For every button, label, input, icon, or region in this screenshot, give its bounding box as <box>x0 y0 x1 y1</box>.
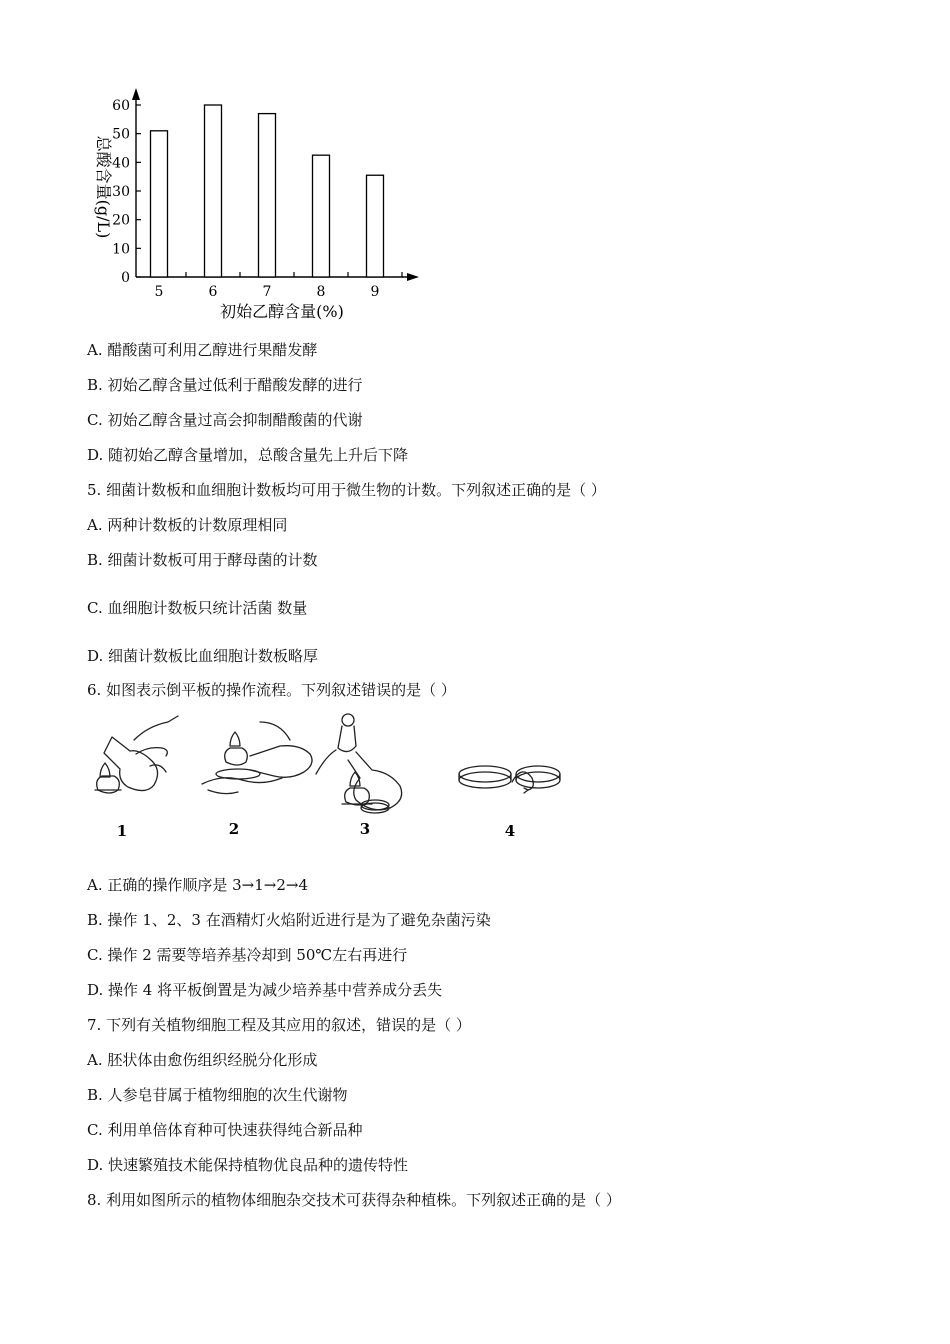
x-tick-label: 8 <box>316 284 326 300</box>
q5-option-a: A. 两种计数板的计数原理相同 <box>87 516 288 534</box>
q7-stem: 7. 下列有关植物细胞工程及其应用的叙述，错误的是（ ） <box>87 1016 471 1034</box>
pour-plate-figure <box>90 712 570 847</box>
q4-option-d: D. 随初始乙醇含量增加，总酸含量先上升后下降 <box>87 446 409 464</box>
q7-option-a: A. 胚状体由愈伤组织经脱分化形成 <box>87 1051 318 1069</box>
q5-stem: 5. 细菌计数板和血细胞计数板均可用于微生物的计数。下列叙述正确的是（ ） <box>87 481 606 499</box>
q6-stem: 6. 如图表示倒平板的操作流程。下列叙述错误的是（ ） <box>87 681 456 699</box>
acid-content-bar-chart <box>82 75 442 325</box>
step-1-illustration <box>95 716 178 793</box>
y-axis-label: 总酸含量(g/L) <box>94 135 113 239</box>
q6-option-b: B. 操作 1、2、3 在酒精灯火焰附近进行是为了避免杂菌污染 <box>87 911 491 929</box>
q4-option-c: C. 初始乙醇含量过高会抑制醋酸菌的代谢 <box>87 411 363 429</box>
q5-option-c: C. 血细胞计数板只统计活菌 数量 <box>87 599 308 617</box>
q7-option-c: C. 利用单倍体育种可快速获得纯合新品种 <box>87 1121 363 1139</box>
bar <box>313 155 330 277</box>
y-tick-label: 10 <box>112 241 130 258</box>
q4-option-b: B. 初始乙醇含量过低利于醋酸发酵的进行 <box>87 376 363 394</box>
y-tick-label: 0 <box>121 270 130 286</box>
step-2-illustration <box>202 722 312 794</box>
x-tick-label: 7 <box>262 284 272 300</box>
y-axis-arrow <box>132 88 140 100</box>
bar <box>259 114 276 277</box>
bar <box>367 175 384 277</box>
q6-option-d: D. 操作 4 将平板倒置是为减少培养基中营养成分丢失 <box>87 981 443 999</box>
bar <box>205 105 222 277</box>
figure-label-3: 3 <box>359 820 371 838</box>
x-tick-label: 9 <box>370 284 380 300</box>
step-4-illustration <box>459 766 560 793</box>
x-axis-label: 初始乙醇含量(%) <box>220 302 344 321</box>
figure-label-1: 1 <box>116 822 128 840</box>
step-3-illustration <box>316 714 402 813</box>
bar <box>151 131 168 277</box>
y-tick-label: 30 <box>112 184 130 200</box>
figure-label-4: 4 <box>504 822 516 840</box>
q8-stem: 8. 利用如图所示的植物体细胞杂交技术可获得杂种植株。下列叙述正确的是（ ） <box>87 1191 621 1209</box>
x-tick-label: 6 <box>208 284 218 300</box>
q6-option-a: A. 正确的操作顺序是 3→1→2→4 <box>87 876 309 894</box>
y-tick-label: 50 <box>112 126 130 143</box>
q4-option-a: A. 醋酸菌可利用乙醇进行果醋发酵 <box>87 341 318 359</box>
x-axis-arrow <box>407 273 419 281</box>
figure-label-2: 2 <box>228 820 240 838</box>
y-tick-label: 20 <box>112 212 130 229</box>
q7-option-d: D. 快速繁殖技术能保持植物优良品种的遗传特性 <box>87 1156 409 1174</box>
y-tick-label: 40 <box>112 155 130 172</box>
y-tick-label: 60 <box>112 98 130 114</box>
q7-option-b: B. 人参皂苷属于植物细胞的次生代谢物 <box>87 1086 348 1104</box>
x-tick-label: 5 <box>154 284 164 300</box>
q5-option-b: B. 细菌计数板可用于酵母菌的计数 <box>87 551 318 569</box>
q6-option-c: C. 操作 2 需要等培养基冷却到 50℃左右再进行 <box>87 946 408 964</box>
q5-option-d: D. 细菌计数板比血细胞计数板略厚 <box>87 647 319 665</box>
